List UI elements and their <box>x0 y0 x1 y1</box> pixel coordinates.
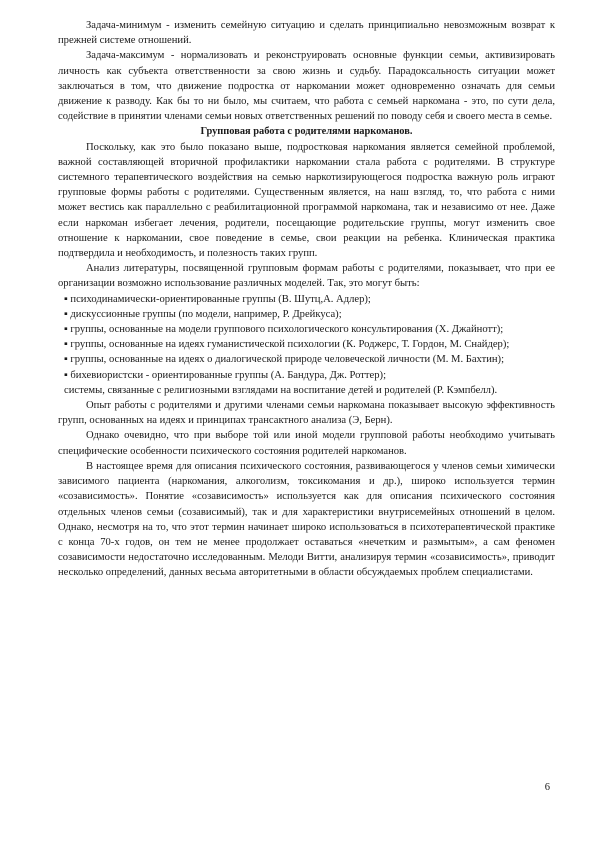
paragraph-model-choice: Однако очевидно, что при выборе той или иной модели групповой работы необходимо учитывать специфические особенности психического состояния родителей наркоманов. <box>58 430 555 457</box>
list-item: ▪ группы, основанные на идеях о диалогической природе человеческой личности (М. М. Бахтин); <box>64 354 505 366</box>
paragraph-codependency: В настоящее время для описания психического состояния, развивающегося у членов семьи химически зависимого пациента (наркомания, алкоголизм, токсикомания и др.), широко используется термин «созависимость». Понятие «созависимость» используется как для описания психического состояния отдельных членов семьи (созависимый), так и для характеристики внутрисемейных отношений в целом. Однако, несмотря на то, что этот термин начинает широко использоваться в психотерапевтической практике с конца 70-х годов, он тем не менее продолжает оставаться «нечетким и размытым», а сам феномен созависимости недостаточно исследованным. Мелоди Витти, анализируя термин «созависимость», приводит несколько определений, данных весьма авторитетными в области обсуждаемых проблем специалистами. <box>58 460 555 579</box>
section-heading: Групповая работа с родителями наркоманов. <box>200 126 413 138</box>
document-page <box>58 18 555 581</box>
list-item: ▪ группы, основанные на идеях гуманистической психологии (К. Роджерс, Т. Гордон, М. Снайдер); <box>64 339 510 351</box>
paragraph-group-work: Поскольку, как это было показано выше, подростковая наркомания является семейной проблемой, важной составляющей вторичной профилактики наркомании стала работа с родителями. В структуре системного терапевтического воздействия на семью наркотизирующегося подростка важную роль играют групповые формы работы с родителями. Существенным является, на наш взгляд, то, что работа с ними может вестись как параллельно с реабилитационной программой наркомана, так и независимо от нее. Даже если наркоман избегает лечения, родители, посещающие родительские группы, могут изменить свое отношение к наркомании, свое поведение в семье, свои реакции на ребенка. Клиническая практика подтвердила и необходимость, и полезность таких групп. <box>58 141 555 260</box>
paragraph-maximum-task: Задача-максимум - нормализовать и реконструировать основные функции семьи, активизировать личность как субъекта ответственности за свою жизнь и судьбу. Парадоксальность ситуации может заключаться в том, что движение подростка от наркомании может одновременно означать для семьи движение к разводу. Как бы то ни было, мы считаем, что работа с семьей наркомана - это, по сути дела, содействие в принятии членами семьи новых ответственных решений по поводу себя и своего места в семье. <box>58 50 555 123</box>
list-item: ▪ психодинамически-ориентированные группы (В. Шутц,А. Адлер); <box>64 293 371 305</box>
page-number: 6 <box>544 782 550 793</box>
list-item: системы, связанные с религиозными взглядами на воспитание детей и родителей (Р. Кэмпбелл). <box>64 384 498 396</box>
paragraph-minimum-task: Задача-минимум - изменить семейную ситуацию и сделать принципиально невозможным возврат к прежней системе отношений. <box>58 20 555 47</box>
paragraph-experience: Опыт работы с родителями и другими членами семьи наркомана показывает высокую эффективность групп, основанных на идеях и принципах трансактного анализа (Э, Берн). <box>58 400 555 427</box>
list-item: ▪ бихевиористски - ориентированные группы (А. Бандура, Дж. Роттер); <box>64 369 387 381</box>
list-item: ▪ дискуссионные группы (по модели, например, Р. Дрейкуса); <box>64 308 342 320</box>
paragraph-literature: Анализ литературы, посвященной групповым формам работы с родителями, показывает, что при ее организации возможно использование различных моделей. Так, это могут быть: <box>58 263 555 290</box>
list-item: ▪ группы, основанные на модели группового психологического консультирования (X. Джайнотт); <box>64 324 504 336</box>
